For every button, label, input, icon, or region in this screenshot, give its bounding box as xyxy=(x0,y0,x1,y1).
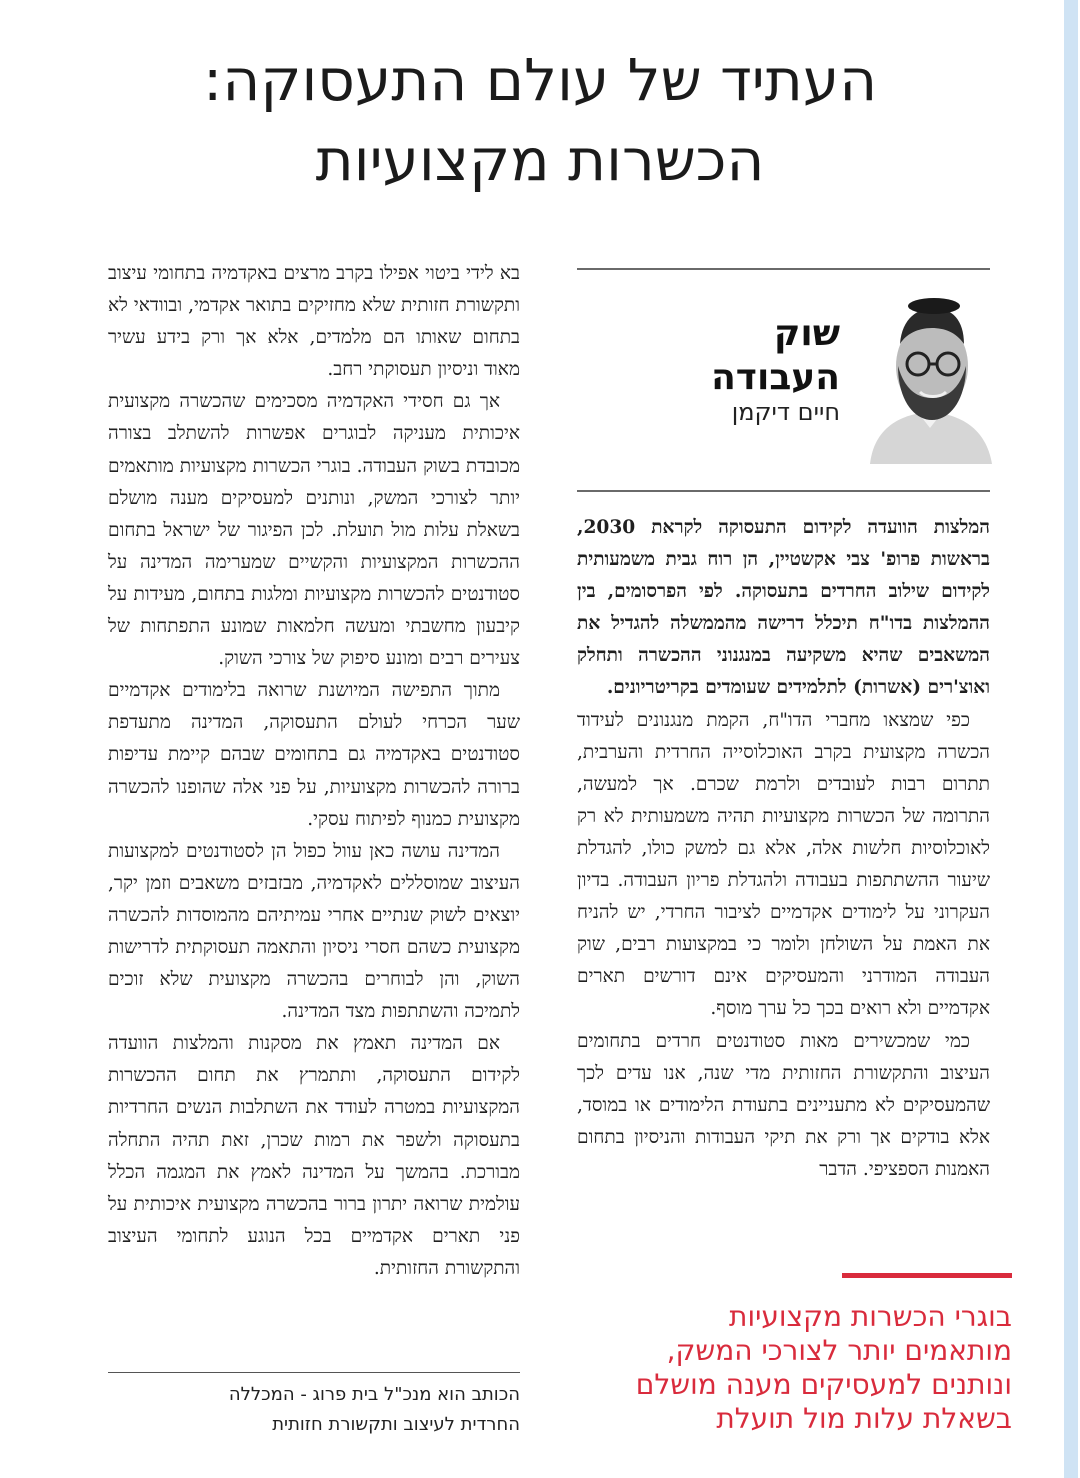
column-header-bottom-rule xyxy=(577,490,990,492)
author-byline xyxy=(108,1380,520,1440)
pullquote-accent-bar xyxy=(842,1273,1012,1278)
page-edge-stripe xyxy=(1064,0,1078,1478)
lead-paragraph: המלצות הוועדה לקידום התעסוקה לקראת 2030, בראשות פרופ' צבי אקשטיין, הן רוח גבית משמעותית לקידום שילוב החרדים בתעסוקה. לפי הפרסומים, בין ההמלצות בדו"ח תיכלל דרישה מהממשלה להגדיל את המשאבים שהיא משקיעה במנגנוני ההכשרה ותחלק ואוצ'רים (אשרות) לתלמידים שעומדים בקריטריונים. xyxy=(577,517,990,699)
section-label-line-1: שוק xyxy=(773,313,840,354)
body-column-right xyxy=(577,512,990,1186)
byline-line-1: הכותב הוא מנכ"ל בית פרוג - המכללה xyxy=(228,1384,520,1405)
title-line-2: הכשרות מקצועיות xyxy=(315,126,765,194)
section-label-line-2: העבודה xyxy=(711,357,840,398)
author-portrait-illustration xyxy=(860,288,1000,464)
byline-divider xyxy=(108,1372,520,1373)
byline-line-2: החרדית לעיצוב ותקשורת חזותית xyxy=(272,1414,520,1435)
body-paragraph: כפי שמצאו מחברי הדו"ח, הקמת מנגנונים לעידוד הכשרה מקצועית בקרב האוכלוסייה החרדית והערבית, תתרום רבות לעובדים ולרמת שכרם. אך למעשה, התרומה של הכשרות מקצועיות תהיה משמעותית לא רק לאוכלוסיות חלשות אלה, אלא גם למשק כולו, להגדלת שיעור ההשתתפות בעבודה ולהגדלת פריון העבודה. בדיון העקרוני על לימודים אקדמיים לציבור החרדי, יש להניח את האמת על השולחן ולומר כי במקצועות רבים, שוק העבודה המודרני והמעסיקים אינם דורשים תארים אקדמיים ולא רואים בכך כל ערך מוסף. xyxy=(577,709,990,1020)
article-title xyxy=(110,40,970,200)
body-paragraph: בא לידי ביטוי אפילו בקרב מרצים באקדמיה בתחומי עיצוב ותקשורת חזותית שלא מחזיקים בתואר אקדמי, ובוודאי לא בתחום שאותו הם מלמדים, אלא אך ורק בידע עשיר מאוד וניסיון תעסוקתי רחב. xyxy=(108,263,520,381)
section-label xyxy=(620,312,840,400)
title-line-1: העתיד של עולם התעסוקה: xyxy=(202,46,878,114)
body-paragraph: מתוך התפישה המיושנת שרואה בלימודים אקדמיים שער הכרחי לעולם התעסוקה, המדינה מתעדפת סטודנטים באקדמיה גם בתחומים שבהם קיימת עדיפות ברורה להכשרות מקצועיות, על פני אלה שהופנו להכשרה מקצועית כמנוף לפיתוח עסקי. xyxy=(108,680,520,830)
author-name: חיים דיקמן xyxy=(731,398,840,426)
pullquote-line: בוגרי הכשרות מקצועיות xyxy=(729,1300,1012,1333)
body-paragraph: כמי שמכשירים מאות סטודנטים חרדים בתחומים העיצוב והתקשורת החזותית מדי שנה, אנו עדים לכך שהמעסיקים לא מתעניינים בתעודת הלימודים או במוסד, אלא בודקים אך ורק את תיקי העבודות והניסיון בתחום האמנות הספציפי. הדבר xyxy=(577,1030,990,1180)
body-paragraph: אך גם חסידי האקדמיה מסכימים שהכשרה מקצועית איכותית מעניקה לבוגרים אפשרות להשתלב בצורה מכובדת בשוק העבודה. בוגרי הכשרות מקצועיות מותאמים יותר לצורכי המשק, ונותנים למעסיקים מענה מושלם בשאלת עלות מול תועלת. לכן הפיגור של ישראל בתחום ההכשרות המקצועיות והקשיים שמערימה המדינה על סטודנטים להכשרות מקצועיות ומלגות בתחום, מעידות על קיבעון מחשבתי ומעשה חלמאות שמונע התפתחות של צעירים רבים ומונע סיפוק של צורכי השוק. xyxy=(108,391,520,670)
author-photo xyxy=(860,288,1000,464)
body-paragraph: אם המדינה תאמץ את מסקנות והמלצות הוועדה לקידום התעסוקה, ותתמרץ את תחום ההכשרות המקצועיות במטרה לעודד את השתלבות הנשים החרדיות בתעסוקה ולשפר את רמות שכרן, זאת תהיה התחלה מבורכת. בהמשך על המדינה לאמץ את המגמה הכלל עולמית שרואה יתרון ברור בהכשרה מקצועית איכותית על פני תארים אקדמיים בכל הנוגע לתחומי העיצוב והתקשורת החזותית. xyxy=(108,1033,520,1279)
column-header-top-rule xyxy=(577,268,990,270)
pullquote-line: מותאמים יותר לצורכי המשק, xyxy=(666,1334,1012,1367)
pullquote-line: בשאלת עלות מול תועלת xyxy=(716,1402,1012,1435)
pullquote-line: ונותנים למעסיקים מענה מושלם xyxy=(635,1368,1012,1401)
pullquote xyxy=(577,1300,1012,1436)
body-paragraph: המדינה עושה כאן עוול כפול הן לסטודנטים למקצועות העיצוב שמוסללים לאקדמיה, מבזבזים משאבים וזמן יקר, יוצאים לשוק שנתיים אחרי עמיתיהם מהמוסדות להכשרה מקצועית כשהם חסרי ניסיון והתאמה תעסוקתית לדרישות השוק, והן לבוחרים בהכשרה מקצועית שלא זוכים לתמיכה והשתתפות מצד המדינה. xyxy=(108,840,520,1023)
body-column-left xyxy=(108,258,520,1285)
